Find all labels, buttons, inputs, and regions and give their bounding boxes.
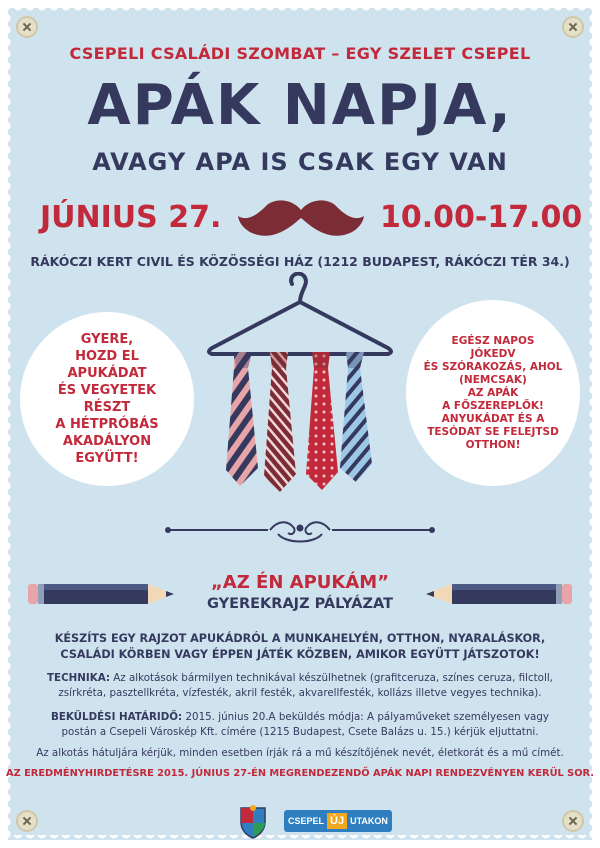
event-time: 10.00-17.00: [380, 200, 583, 235]
invite-line: ÉS VEGYETEK: [57, 383, 157, 398]
tie-icon: [264, 352, 296, 492]
technique-paragraph: [34, 671, 566, 701]
info-line: ANYUKÁDAT ÉS A: [441, 412, 545, 425]
mustache-icon: [236, 196, 366, 242]
event-venue: RÁKÓCZI KERT CIVIL ÉS KÖZÖSSÉGI HÁZ (1212 BUDAPEST, RÁKÓCZI TÉR 34.): [30, 254, 570, 269]
deadline-label: BEKÜLDÉSI HATÁRIDŐ:: [51, 711, 183, 723]
pin-icon: [562, 810, 584, 832]
invite-line: GYERE,: [80, 332, 134, 347]
brand-right: UTAKON: [350, 816, 388, 826]
technique-text: Az alkotások bármilyen technikával készülhetnek (grafitceruza, színes ceruza, filctoll, zsírkréta, pasztellkréta, vízfesték, akril festék, akvarellfesték, kollázs illetve vegyes technika).: [58, 672, 553, 699]
announcement-note: AZ EREDMÉNYHIRDETÉSRE 2015. JÚNIUS 27-ÉN MEGRENDEZENDŐ APÁK NAPI RENDEZVÉNYEN KERÜL SOR.: [5, 768, 595, 779]
invite-line: AKADÁLYON: [62, 434, 152, 449]
info-bubble: [406, 300, 580, 486]
prompt-line: KÉSZÍTS EGY RAJZOT APUKÁDRÓL A MUNKAHELYÉN, OTTHON, NYARALÁSKOR,: [54, 632, 546, 645]
pin-icon: [16, 810, 38, 832]
backside-note: Az alkotás hátuljára kérjük, minden esetben írják rá a mű készítőjének nevét, életkorát és a mű címét.: [36, 747, 564, 759]
pin-icon: [16, 16, 38, 38]
prompt-line: CSALÁDI KÖRBEN VAGY ÉPPEN JÁTÉK KÖZBEN, AMIKOR EGYÜTT JÁTSZOTOK!: [60, 648, 540, 661]
invite-line: A HÉTPRÓBÁS: [55, 417, 159, 432]
info-line: (NEMCSAK): [459, 373, 527, 386]
contest-title: „AZ ÉN APUKÁM”: [210, 572, 390, 593]
tie-icon: [306, 352, 338, 490]
info-line: ÉS SZÓRAKOZÁS, AHOL: [423, 360, 563, 373]
info-line: JÓKEDV: [470, 347, 516, 360]
brand-mid: ÚJ: [327, 813, 347, 829]
info-line: AZ APÁK: [467, 386, 519, 399]
tie-icon: [226, 352, 258, 486]
contest-prompt: [0, 631, 600, 663]
info-line: OTTHON!: [465, 438, 521, 451]
tie-icon: [340, 352, 372, 482]
contest-subtitle: GYEREKRAJZ PÁLYÁZAT: [207, 596, 393, 612]
deadline-text: 2015. június 20.A beküldés módja: A pályaműveket személyesen vagy postán a Csepeli Városkép Kft. címére (1215 Budapest, Csete Balázs u. 15.) kérjük eljuttatni.: [61, 711, 549, 738]
info-line: TESÓDAT SE FELEJTSD: [427, 425, 559, 438]
invite-line: RÉSZT: [83, 400, 131, 415]
brand-logo: [284, 810, 392, 832]
coat-of-arms-icon: [238, 804, 268, 840]
page-subtitle: AVAGY APA IS CSAK EGY VAN: [92, 148, 508, 176]
event-date: JÚNIUS 27.: [40, 200, 222, 235]
invite-line: APUKÁDAT: [67, 366, 147, 381]
pin-icon: [562, 16, 584, 38]
invite-bubble: [20, 312, 194, 486]
technique-label: TECHNIKA:: [47, 672, 110, 684]
ornament-divider-icon: [160, 518, 440, 548]
info-line: EGÉSZ NAPOS: [451, 334, 535, 347]
invite-line: HOZD EL: [75, 349, 139, 364]
hanger-icon: [200, 272, 400, 512]
page-title: APÁK NAPJA,: [87, 73, 513, 138]
series-title: CSEPELI CSALÁDI SZOMBAT – EGY SZELET CSEPEL: [69, 44, 531, 63]
info-line: A FŐSZEREPLŐK!: [442, 399, 544, 412]
deadline-paragraph: [34, 710, 566, 740]
invite-line: EGYÜTT!: [75, 451, 139, 466]
brand-left: CSEPEL: [288, 816, 325, 826]
